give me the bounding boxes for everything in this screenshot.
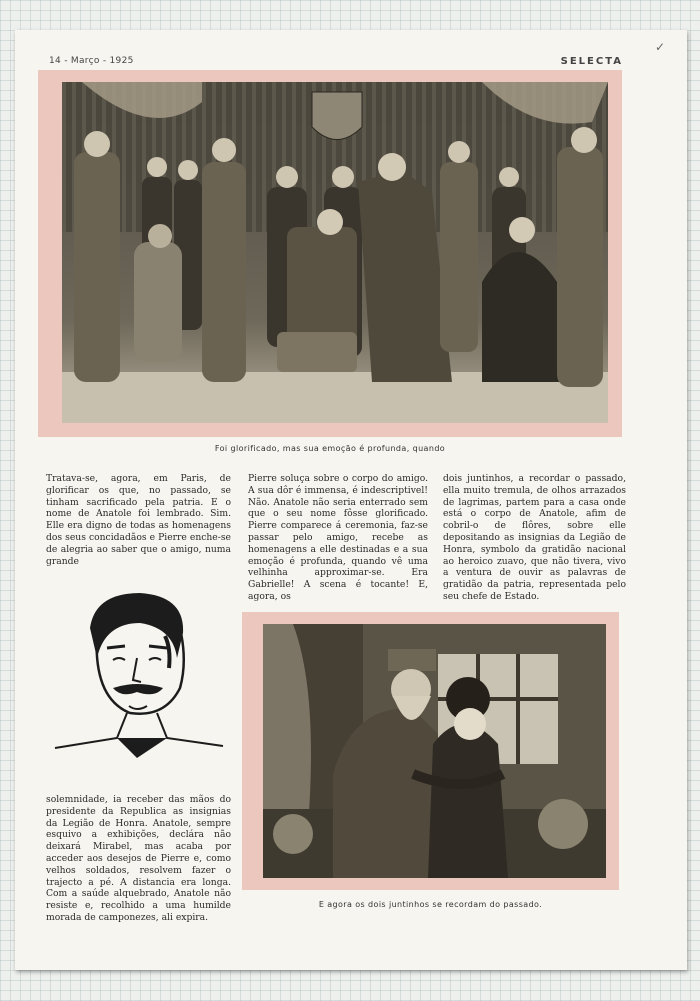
issue-date: 14 - Março - 1925 bbox=[49, 56, 134, 66]
article-column-1-top: Tratava-se, agora, em Paris, de glorificar os que, no passado, se tinham sacrificado pela patria. E o nome de Anatole foi lembrado. Sim. Elle era digno de todas as homenagens dos seus concidadãos e Pierre enche-se de alegria ao saber que o amigo, numa grande bbox=[46, 473, 231, 567]
portrait-drawing bbox=[45, 588, 225, 758]
top-photo-caption: Foi glorificado, mas sua emoção é profunda, quando bbox=[214, 444, 446, 453]
ceremony-photo-scene bbox=[62, 82, 608, 423]
magazine-title: SELECTA bbox=[560, 56, 623, 67]
bottom-photo-caption: E agora os dois juntinhos se recordam do passado. bbox=[318, 900, 543, 909]
article-column-1-bottom: solemnidade, ia receber das mãos do presidente da Republica as insignias da Legião de Honra. Anatole, sempre esquivo a exhibições, declára não deixará Mirabel, mas acaba por acceder aos desejos de Pierre e, como velhos soldados, resolvem fazer o trajecto a pé. A distancia era longa. Com a saúde alquebrado, Anatole não resiste e, recolhido a uma humilde morada de camponezes, ali expira. bbox=[46, 794, 231, 923]
ceremony-photo bbox=[62, 82, 608, 423]
embrace-photo-scene bbox=[263, 624, 606, 878]
embrace-photo bbox=[263, 624, 606, 878]
check-mark-icon: ✓ bbox=[654, 40, 665, 54]
article-column-3: dois juntinhos, a recordar o passado, ella muito tremula, de olhos arrazados de lagrimas, partem para a casa onde está o corpo de Anatole, afim de cobril-o de flôres, sobre elle depositando as insignias da Legião de Honra, symbolo da gratidão nacional ao heroico zuavo, que não tivera, vivo a ventura de ouvir as palavras de gratidão da patria, representada pelo seu chefe de Estado. bbox=[443, 473, 626, 602]
article-column-2: Pierre soluça sobre o corpo do amigo. A sua dôr é immensa, é indescriptivel! Não. Anatole não seria enterrado sem que o seu nome fôsse glorificado. Pierre comparece á ceremonia, faz-se passar pelo amigo, recebe as homenagens a elle destinadas e a sua emoção é profunda, quando vê uma velhinha approximar-se. Era Gabrielle! A scena é tocante! E, agora, os bbox=[248, 473, 428, 602]
sketch-portrait bbox=[45, 588, 225, 758]
